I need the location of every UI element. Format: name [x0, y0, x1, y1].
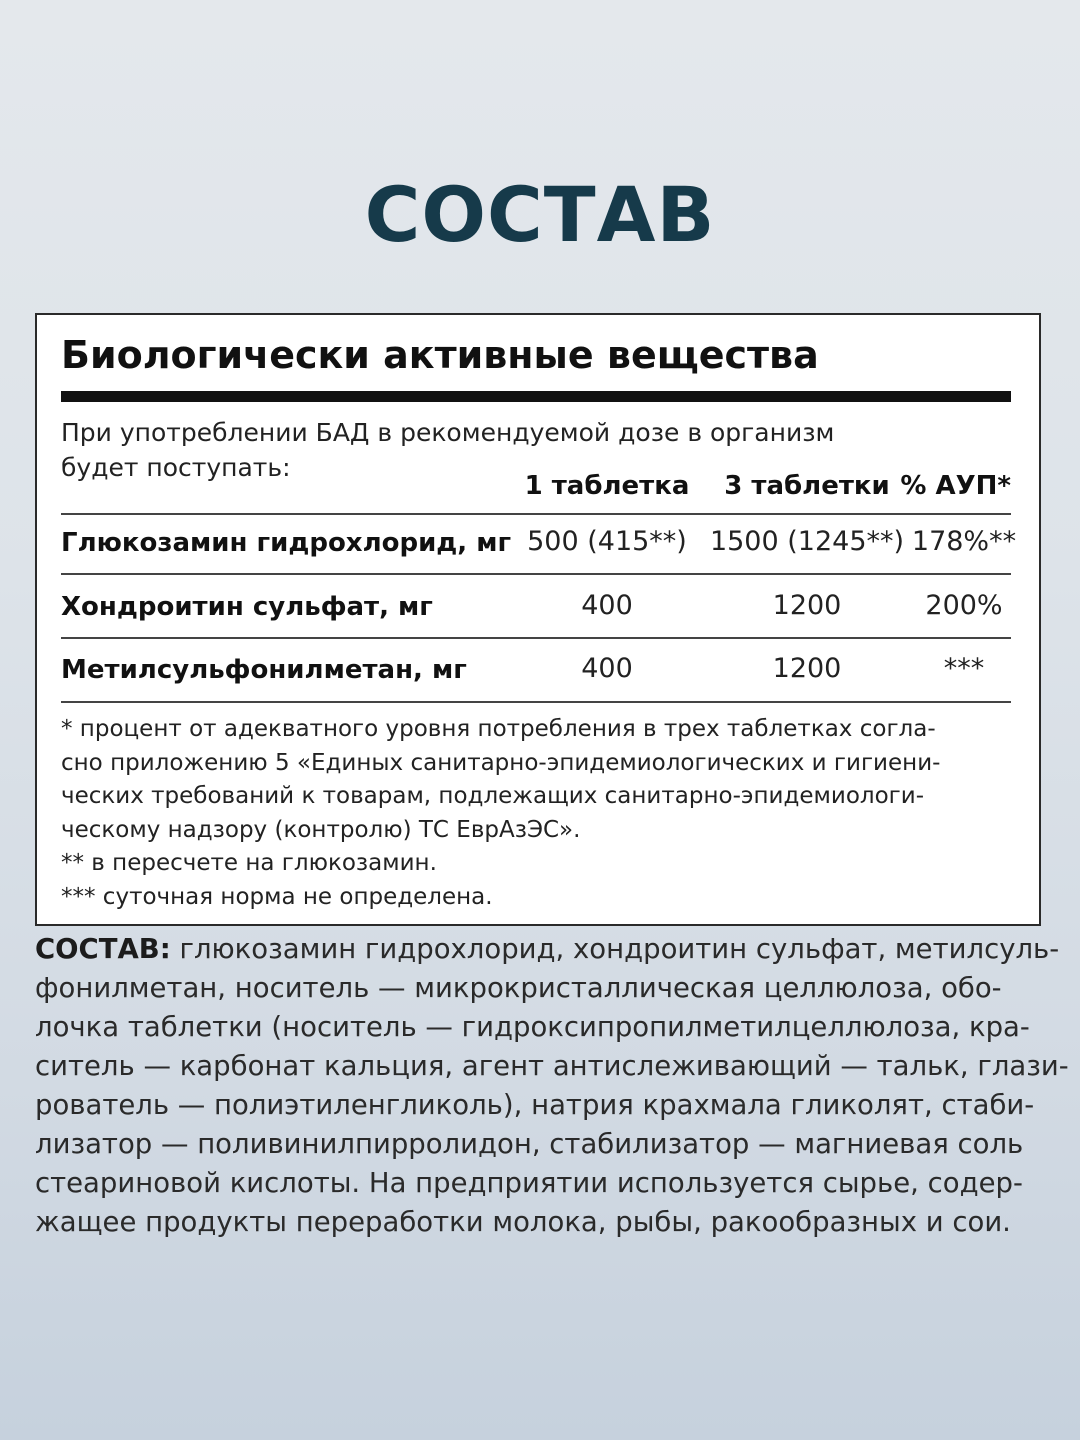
intro-line: При употреблении БАД в рекомендуемой дозе в организм [61, 418, 835, 447]
composition-line-text: глюкозамин гидрохлорид, хондроитин сульфат, метилсуль- [170, 933, 1060, 965]
table-divider [61, 637, 1011, 639]
composition-line: лизатор — поливинилпирролидон, стабилизатор — магниевая соль [35, 1128, 1024, 1160]
table-divider [61, 701, 1011, 703]
row-three-tablets: 1200 [772, 653, 842, 684]
footnote-line: *** суточная норма не определена. [61, 883, 493, 910]
footnotes [61, 713, 1021, 914]
column-header-three-tablets: 3 таблетки [724, 471, 890, 501]
intro-line: будет поступать: [61, 453, 291, 482]
table-divider [61, 513, 1011, 515]
footnote-line: * процент от адекватного уровня потребления в трех таблетках согла- [61, 716, 936, 742]
composition-line: фонилметан, носитель — микрокристаллическая целлюлоза, обо- [35, 972, 1002, 1004]
footnote-line: ** в пересчете на глюкозамин. [61, 850, 437, 876]
row-name: Глюкозамин гидрохлорид, мг [61, 528, 512, 558]
table-divider [61, 573, 1011, 575]
row-three-tablets: 1500 (1245**) [709, 526, 905, 557]
row-one-tablet: 500 (415**) [527, 526, 687, 557]
footnote-line: сно приложению 5 «Единых санитарно-эпидемиологических и гигиени- [61, 749, 941, 776]
row-one-tablet: 400 [581, 653, 633, 684]
column-header-aup: % АУП* [900, 471, 1011, 501]
composition-line: рователь — полиэтиленгликоль), натрия крахмала гликолят, стаби- [35, 1089, 1035, 1121]
footnote-line: ческому надзору (контролю) ТС ЕврАзЭС». [61, 816, 581, 843]
row-three-tablets: 1200 [772, 590, 842, 621]
composition-line: жащее продукты переработки молока, рыбы, ракообразных и сои. [35, 1206, 1011, 1238]
composition-label: СОСТАВ: [35, 933, 171, 965]
column-header-one-tablet: 1 таблетка [524, 471, 690, 501]
panel-title: Биологически активные вещества [61, 333, 819, 377]
row-name: Хондроитин сульфат, мг [61, 592, 433, 622]
page-title: СОСТАВ [364, 170, 716, 259]
composition-text [35, 930, 1069, 1242]
row-aup: *** [943, 653, 985, 684]
row-one-tablet: 400 [581, 590, 633, 621]
row-name: Метилсульфонилметан, мг [61, 655, 467, 685]
footnote-line: ческих требований к товарам, подлежащих санитарно-эпидемиологи- [61, 783, 925, 809]
composition-line: лочка таблетки (носитель — гидроксипропилметилцеллюлоза, кра- [35, 1011, 1030, 1043]
composition-line: ситель — карбонат кальция, агент антислеживающий — тальк, глази- [35, 1050, 1069, 1082]
row-aup: 200% [925, 590, 1003, 621]
row-aup: 178%** [911, 526, 1017, 557]
composition-line: стеариновой кислоты. На предприятии используется сырье, содер- [35, 1167, 1023, 1199]
nutrition-panel [35, 313, 1041, 926]
panel-title-divider [61, 391, 1011, 402]
composition-line [35, 930, 1060, 969]
